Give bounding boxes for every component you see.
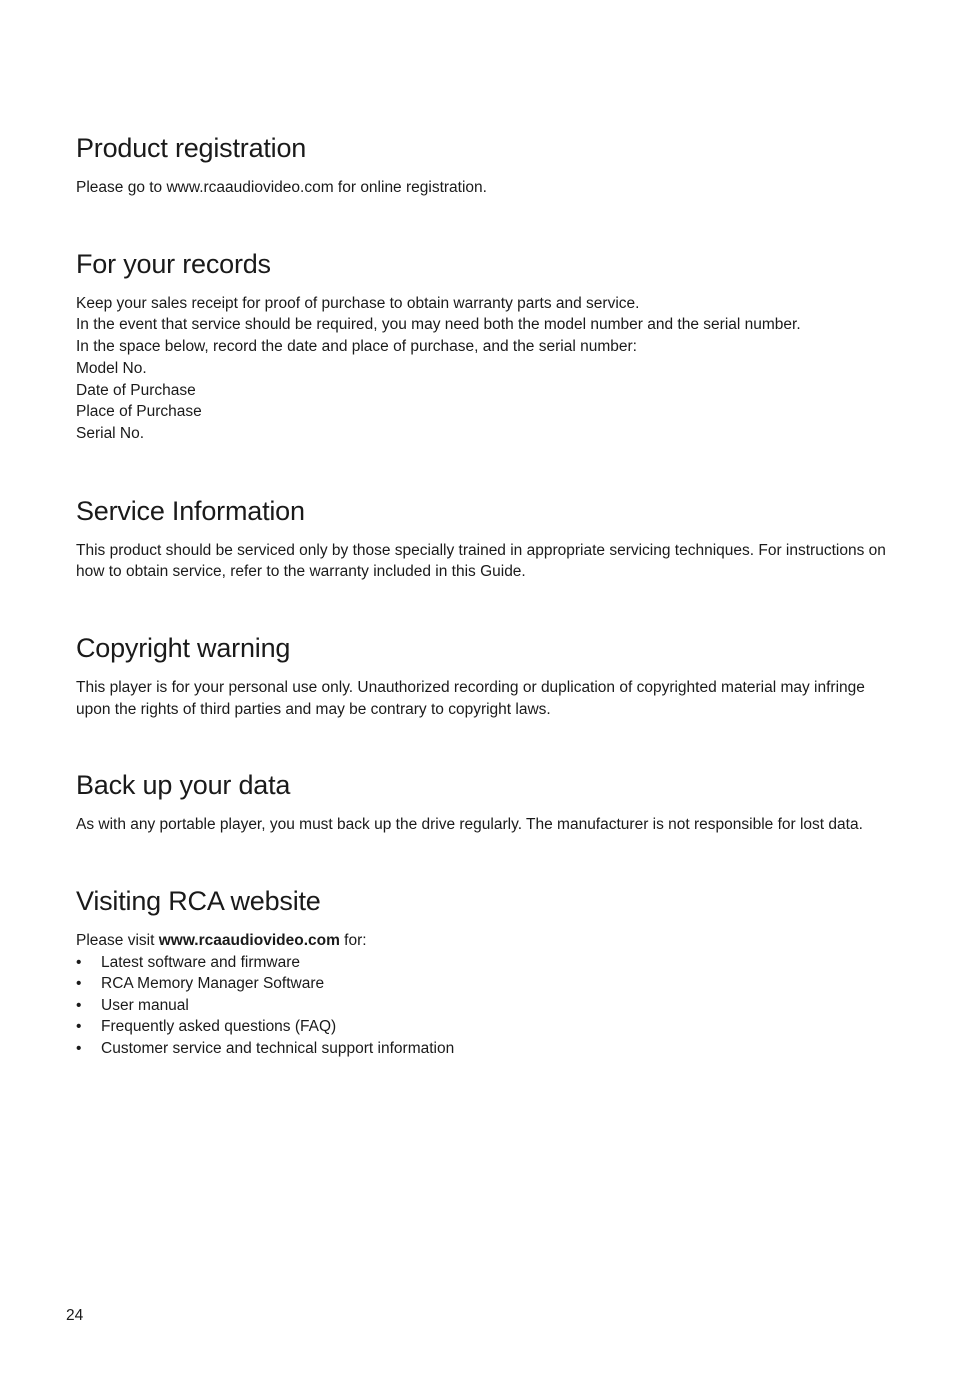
records-line: Keep your sales receipt for proof of purchase to obtain warranty parts and service. [76,294,640,312]
website-intro-suffix: for: [339,932,367,950]
section-title: For your records [76,248,271,279]
section-copyright-warning [76,630,886,720]
page-number: 24 [66,1307,84,1324]
section-title: Back up your data [76,770,291,801]
website-link[interactable]: www.rcaaudiovideo.com [158,932,340,950]
serial-no-label: Serial No. [76,424,145,442]
bullet-icon: • [76,975,82,993]
section-title: Copyright warning [76,633,291,664]
section-title: Product registration [76,133,307,163]
copyright-text: This player is for your personal use only. Unauthorized recording or duplication of copyrighted material may infringe upon the rights of third parties and may be contrary to copyright laws. [76,679,865,718]
section-product-registration [76,130,886,199]
registration-text: Please go to www.rcaaudiovideo.com for online registration. [76,179,487,196]
list-item [76,952,886,974]
bullet-icon: • [76,996,82,1014]
list-item [76,1016,886,1038]
list-item [76,995,886,1017]
section-title: Visiting RCA website [76,886,321,917]
service-text: This product should be serviced only by those specially trained in appropriate servicing techniques. For instructions on how to obtain service, refer to the warranty included in this Guide. [76,541,886,581]
date-of-purchase-label: Date of Purchase [76,381,196,399]
backup-text: As with any portable player, you must back up the drive regularly. The manufacturer is not responsible for lost data. [76,816,863,834]
bullet-icon: • [76,1039,82,1057]
records-line: In the space below, record the date and place of purchase, and the serial number: [76,338,637,356]
list-item-text: Customer service and technical support information [101,1039,455,1057]
website-intro-prefix: Please visit [76,932,159,950]
list-item [76,973,886,995]
section-service-information [76,493,886,583]
list-item-text: RCA Memory Manager Software [101,975,325,993]
model-no-label: Model No. [76,359,147,377]
place-of-purchase-label: Place of Purchase [76,403,202,421]
website-bullet-list [76,952,886,1060]
section-visiting-rca-website [76,883,886,1059]
list-item-text: Latest software and firmware [101,953,301,971]
records-line: In the event that service should be required, you may need both the model number and the serial number. [76,316,801,334]
section-title: Service Information [76,495,305,526]
list-item [76,1038,886,1060]
section-for-your-records [76,246,886,445]
bullet-icon: • [76,1018,82,1036]
page-content [76,130,886,1097]
website-intro [76,930,886,952]
bullet-icon: • [76,953,82,971]
list-item-text: User manual [101,996,189,1014]
section-back-up-your-data [76,767,886,836]
list-item-text: Frequently asked questions (FAQ) [101,1018,337,1036]
